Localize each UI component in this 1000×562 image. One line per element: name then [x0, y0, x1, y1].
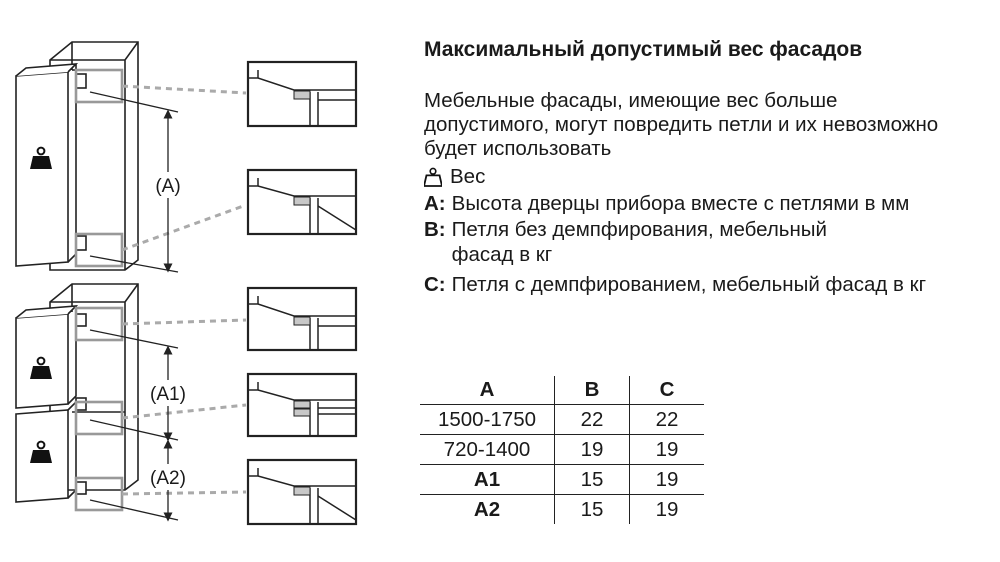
installation-diagram: [0, 0, 400, 562]
legend-item-b: [424, 218, 984, 267]
hinge-detail-3: [248, 288, 356, 350]
weight-table: [420, 376, 704, 524]
legend-item-weight: [424, 165, 984, 190]
table-row: [420, 465, 704, 495]
legend-item-a: [424, 192, 984, 217]
table-row: [420, 495, 704, 525]
cell-b: 22: [555, 405, 630, 435]
dimension-a1-label: (A1): [150, 384, 186, 405]
legend-key-a: A:: [424, 191, 446, 215]
weight-icon: [424, 167, 442, 187]
table-row: [420, 405, 704, 435]
legend: [424, 165, 984, 300]
hinge-detail-2: [248, 170, 356, 234]
cell-c: 19: [630, 495, 705, 525]
header-a: A: [479, 378, 495, 401]
legend-text-c: Петля с демпфированием, мебельный фасад в кг: [451, 273, 927, 296]
cell-a: A2: [473, 497, 501, 521]
cell-b: 15: [555, 465, 630, 495]
cell-b: 19: [555, 435, 630, 465]
hinge-detail-1: [248, 62, 356, 126]
cell-c: 19: [630, 435, 705, 465]
header-c: C: [630, 376, 705, 405]
cell-a: 720-1400: [443, 437, 531, 461]
hinge-detail-4: [248, 374, 356, 436]
intro-text: Мебельные фасады, имеющие вес больше допустимого, могут повредить петли и их невозможно будет использовать: [424, 89, 939, 160]
legend-key-c: C:: [424, 273, 446, 296]
legend-text-b: Петля без демпфирования, мебельный фасад в кг: [451, 218, 827, 266]
legend-text-a: Высота дверцы прибора вместе с петлями в мм: [451, 191, 910, 215]
table-header-row: [420, 376, 704, 405]
dimension-a2-label: (A2): [150, 468, 186, 489]
cell-b: 15: [555, 495, 630, 525]
dimension-a-label: (A): [155, 176, 181, 197]
legend-text-weight: Вес: [450, 165, 486, 188]
page-title: Максимальный допустимый вес фасадов: [424, 38, 863, 61]
cell-c: 19: [630, 465, 705, 495]
cell-c: 22: [630, 405, 705, 435]
cell-a: A1: [473, 467, 501, 491]
legend-key-weight: [424, 165, 450, 190]
hinge-detail-5: [248, 460, 356, 524]
legend-item-c: [424, 273, 984, 298]
cell-a: 1500-1750: [437, 407, 537, 431]
header-b: B: [555, 376, 630, 405]
table-row: [420, 435, 704, 465]
legend-key-b: B:: [424, 218, 446, 241]
